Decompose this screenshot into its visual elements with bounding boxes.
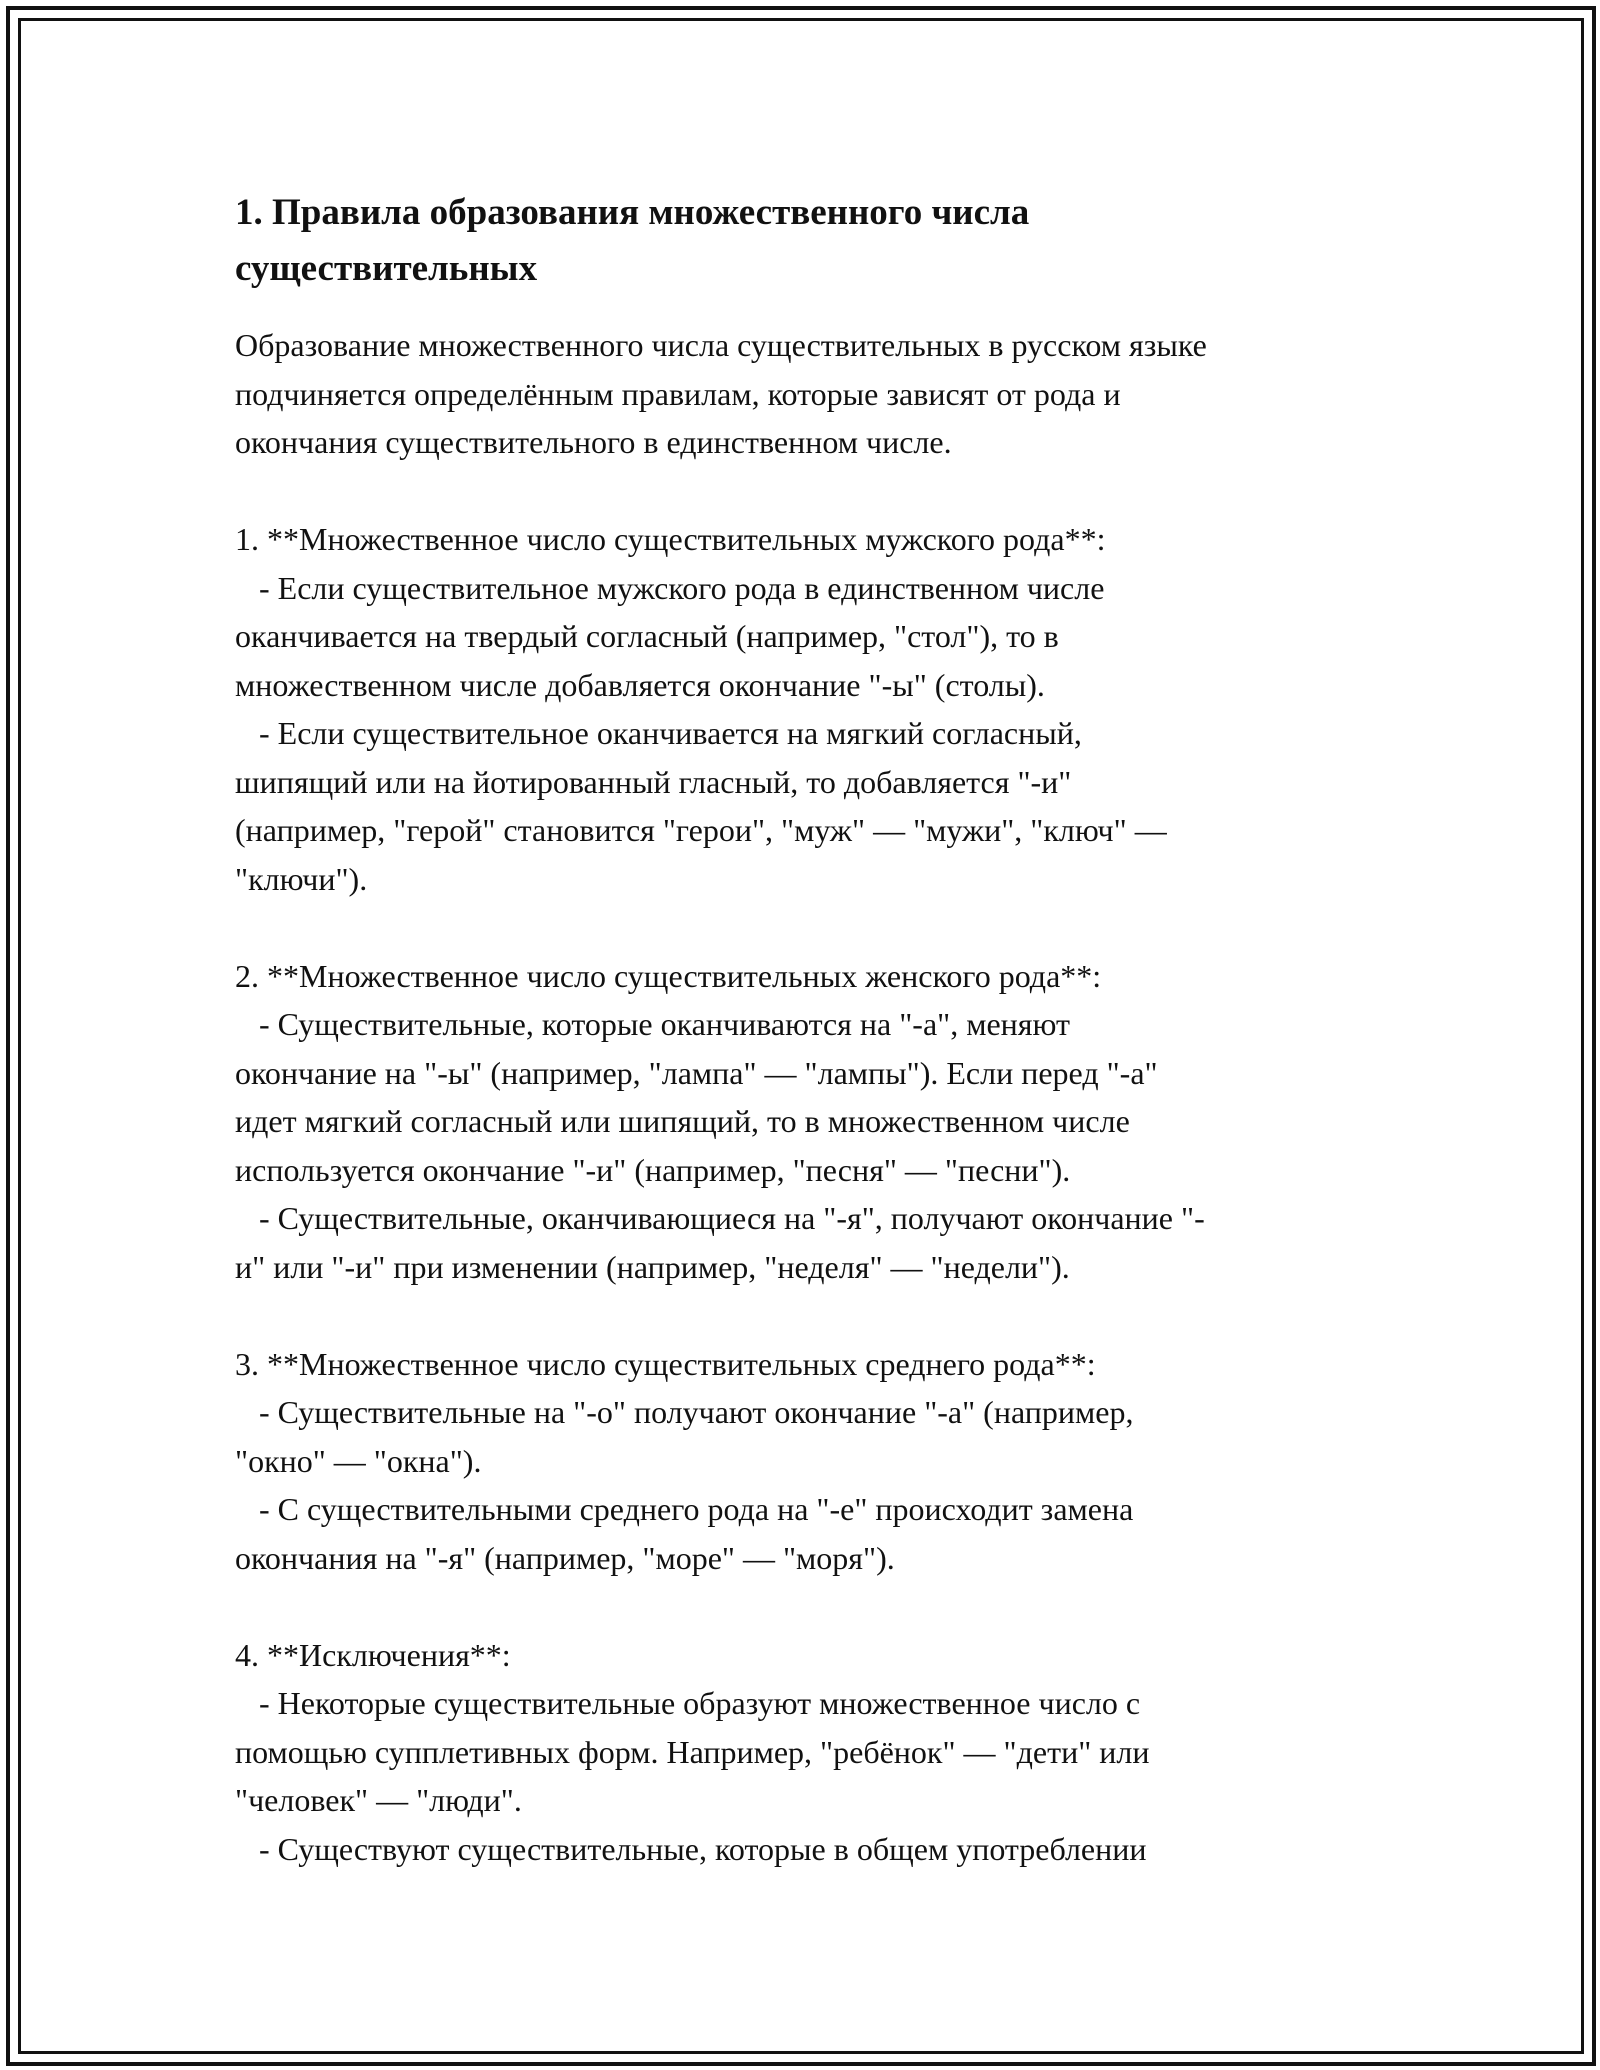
text-line: Образование множественного числа существительных в русском языке [235, 327, 1207, 363]
document-body [235, 321, 1365, 1873]
text-line [235, 1582, 1365, 1631]
text-line: подчиняется определённым правилам, которые зависят от рода и [235, 375, 1121, 412]
text-line: используется окончание "-и" (например, "песня" — "песни"). [235, 1151, 1071, 1188]
text-line: окончание на "-ы" (например, "лампа" — "лампы"). Если перед "-а" [235, 1054, 1158, 1091]
title-line-1: 1. Правила образования множественного числа [235, 192, 1030, 233]
text-line: оканчивается на твердый согласный (например, "стол"), то в [235, 618, 1059, 654]
text-line: - Если существительное оканчивается на мягкий согласный, [235, 715, 1082, 751]
text-line: "ключи"). [235, 860, 368, 897]
text-line [235, 1291, 1365, 1340]
text-line: окончания существительного в единственном числе. [235, 424, 952, 460]
text-line: идет мягкий согласный или шипящий, то в множественном числе [235, 1103, 1130, 1139]
text-line: "человек" — "люди". [235, 1782, 522, 1818]
text-line: - Существительные, оканчивающиеся на "-я", получают окончание "- [235, 1200, 1205, 1236]
text-line: окончания на "-я" (например, "море" — "моря"). [235, 1539, 895, 1576]
text-line: - Существительные, которые оканчиваются на "-а", меняют [235, 1006, 1070, 1042]
title-line-2: существительных [235, 248, 538, 289]
text-line: помощью супплетивных форм. Например, "ребёнок" — "дети" или [235, 1733, 1150, 1770]
text-line: 1. **Множественное число существительных мужского рода**: [235, 521, 1106, 557]
text-line: - Если существительное мужского рода в единственном числе [235, 569, 1105, 606]
text-line: множественном числе добавляется окончание "-ы" (столы). [235, 666, 1045, 703]
text-line: - Существуют существительные, которые в общем употреблении [235, 1830, 1147, 1867]
text-line [235, 467, 1365, 516]
text-line: и" или "-и" при изменении (например, "неделя" — "недели"). [235, 1248, 1070, 1285]
document-title [235, 185, 1365, 297]
text-line: 4. **Исключения**: [235, 1636, 511, 1673]
text-line: 2. **Множественное число существительных женского рода**: [235, 957, 1102, 994]
text-line [235, 903, 1365, 952]
text-line: - Существительные на "-о" получают окончание "-а" (например, [235, 1394, 1134, 1430]
text-line: - С существительными среднего рода на "-е" происходит замена [235, 1491, 1134, 1527]
text-line: шипящий или на йотированный гласный, то добавляется "-и" [235, 763, 1072, 800]
document-content [235, 185, 1365, 1873]
text-line: - Некоторые существительные образуют множественное число с [235, 1685, 1141, 1721]
text-line: 3. **Множественное число существительных среднего рода**: [235, 1345, 1096, 1382]
text-line: "окно" — "окна"). [235, 1442, 482, 1479]
text-line: (например, "герой" становится "герои", "муж" — "мужи", "ключ" — [235, 812, 1167, 848]
